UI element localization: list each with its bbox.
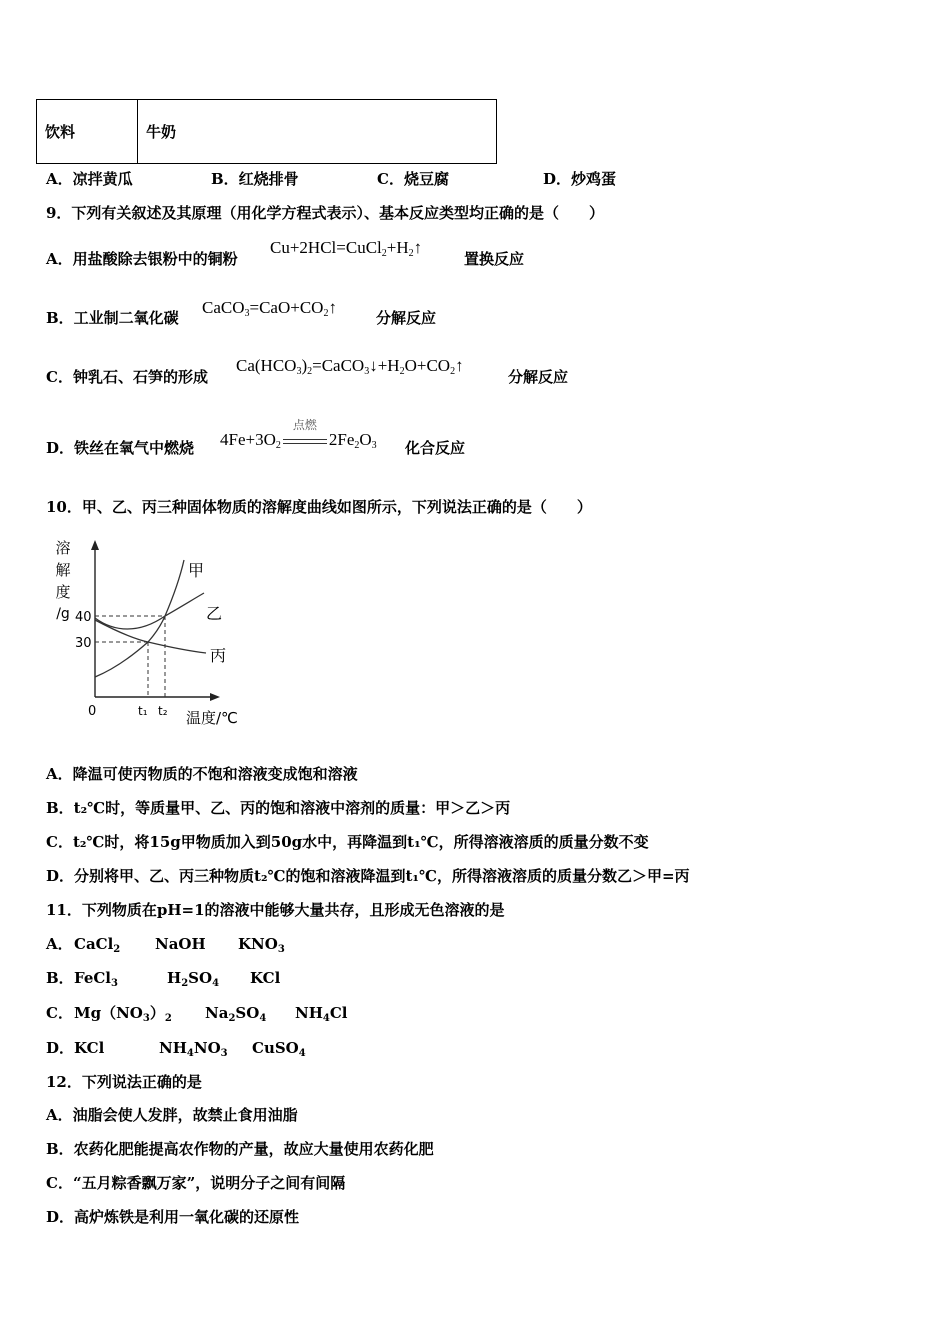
q9-option-b-equation: $CaCO_3=CaO+CO_2↑$: [202, 298, 337, 319]
q11-b-item-3: KCl: [250, 969, 281, 987]
q11-d-item-1: KCl: [74, 1039, 105, 1057]
q10-option-d: D．分别将甲、乙、丙三种物质t₂℃的饱和溶液降温到t₁℃，所得溶液溶质的质量分数乙＞甲=丙: [46, 867, 690, 885]
ylabel-char-4: /g: [56, 606, 70, 622]
q11-option-c-label: C．: [46, 1004, 73, 1022]
q12-option-a: A．油脂会使人发胖，故禁止食用油脂: [46, 1106, 298, 1124]
solubility-chart: [44, 532, 254, 732]
q12-option-d: D．高炉炼铁是利用一氧化碳的还原性: [46, 1208, 300, 1226]
y-axis-arrow-icon: [91, 540, 99, 550]
series-jia-curve: [95, 560, 184, 677]
q11-b-item-2: $H_2SO_4$: [167, 969, 220, 989]
q9-option-d-type: 化合反应: [405, 439, 466, 457]
q11-b-item-1: FeCl$_3$: [74, 969, 118, 989]
x-axis-label: 温度/℃: [186, 709, 238, 727]
q11-stem: 11．下列物质在pH=1的溶液中能够大量共存，且形成无色溶液的是: [46, 901, 505, 919]
q9-option-c-label: C．钟乳石、石笋的形成: [46, 368, 208, 386]
q9-option-c-type: 分解反应: [508, 368, 569, 386]
q9-option-a-label: A．用盐酸除去银粉中的铜粉: [46, 250, 238, 268]
q11-d-item-3: CuSO$_4$: [252, 1039, 306, 1059]
q9-option-d-equation: $4Fe+3O_2$ 点燃 $2Fe_2O_3$: [220, 430, 377, 456]
table-cell-label: 饮料: [37, 100, 138, 164]
q8-option-d: D．炒鸡蛋: [543, 170, 617, 188]
q11-c-item-2: $Na_2SO_4$: [205, 1004, 267, 1024]
y-tick-40: 40: [75, 610, 92, 625]
q9-option-b-type: 分解反应: [376, 309, 437, 327]
q8-option-b: B．红烧排骨: [211, 170, 299, 188]
q8-option-c: C．烧豆腐: [377, 170, 449, 188]
ylabel-char-1: 溶: [55, 539, 71, 557]
q9-stem: 9．下列有关叙述及其原理（用化学方程式表示）、基本反应类型均正确的是（ ）: [46, 204, 604, 222]
q9-option-d-label: D．铁丝在氧气中燃烧: [46, 439, 195, 457]
x-tick-t2: t₂: [158, 704, 168, 718]
table-row: [37, 100, 497, 164]
ignite-condition: [283, 418, 327, 451]
food-table: [36, 99, 497, 164]
y-tick-30: 30: [75, 636, 92, 651]
table-cell-value: 牛奶: [138, 100, 497, 164]
q10-stem: 10．甲、乙、丙三种固体物质的溶解度曲线如图所示，下列说法正确的是（ ）: [46, 498, 592, 516]
q9-option-b-label: B．工业制二氧化碳: [46, 309, 179, 327]
series-bing-curve: [95, 620, 206, 653]
q9-option-a-equation: $Cu+2HCl=CuCl_2+H_2↑$: [270, 238, 423, 259]
q9-option-a-type: 置换反应: [464, 250, 525, 268]
series-jia-label: 甲: [188, 561, 205, 580]
q8-option-a: A．凉拌黄瓜: [46, 170, 133, 188]
q11-option-a-label: A．: [46, 935, 73, 953]
series-yi-curve: [95, 593, 204, 629]
series-yi-label: 乙: [206, 604, 223, 623]
q11-c-item-1: $Mg(NO_3)_2$: [74, 1004, 172, 1024]
condition-label: 点燃: [292, 418, 317, 433]
q11-option-d-label: D．: [46, 1039, 75, 1057]
ylabel-char-2: 解: [55, 561, 71, 579]
q11-c-item-3: $NH_4Cl$: [295, 1004, 348, 1024]
q11-a-item-3: $KNO_3$: [238, 935, 285, 955]
q11-a-item-1: CaCl$_2$: [74, 935, 121, 955]
x-tick-t1: t₁: [138, 704, 148, 718]
q11-d-item-2: $NH_4NO_3$: [159, 1039, 228, 1059]
series-bing-label: 丙: [210, 646, 227, 665]
q11-a-item-2: NaOH: [155, 935, 206, 953]
origin-label: 0: [88, 704, 97, 719]
x-axis-arrow-icon: [210, 693, 220, 701]
q11-option-b-label: B．: [46, 969, 74, 987]
q12-option-c: C．“五月粽香飘万家”，说明分子之间有间隔: [46, 1174, 346, 1192]
ylabel-char-3: 度: [55, 583, 71, 601]
q12-option-b: B．农药化肥能提高农作物的产量，故应大量使用农药化肥: [46, 1140, 434, 1158]
q12-stem: 12．下列说法正确的是: [46, 1073, 202, 1091]
q10-option-b: B．t₂℃时，等质量甲、乙、丙的饱和溶液中溶剂的质量：甲＞乙＞丙: [46, 799, 511, 817]
q10-option-a: A．降温可使丙物质的不饱和溶液变成饱和溶液: [46, 765, 358, 783]
q10-option-c: C．t₂℃时，将15g甲物质加入到50g水中，再降温到t₁℃，所得溶液溶质的质量分数不变: [46, 833, 649, 851]
q9-option-c-equation: $Ca(HCO_3)_2=CaCO_3↓+H_2O+CO_2↑$: [236, 356, 464, 377]
